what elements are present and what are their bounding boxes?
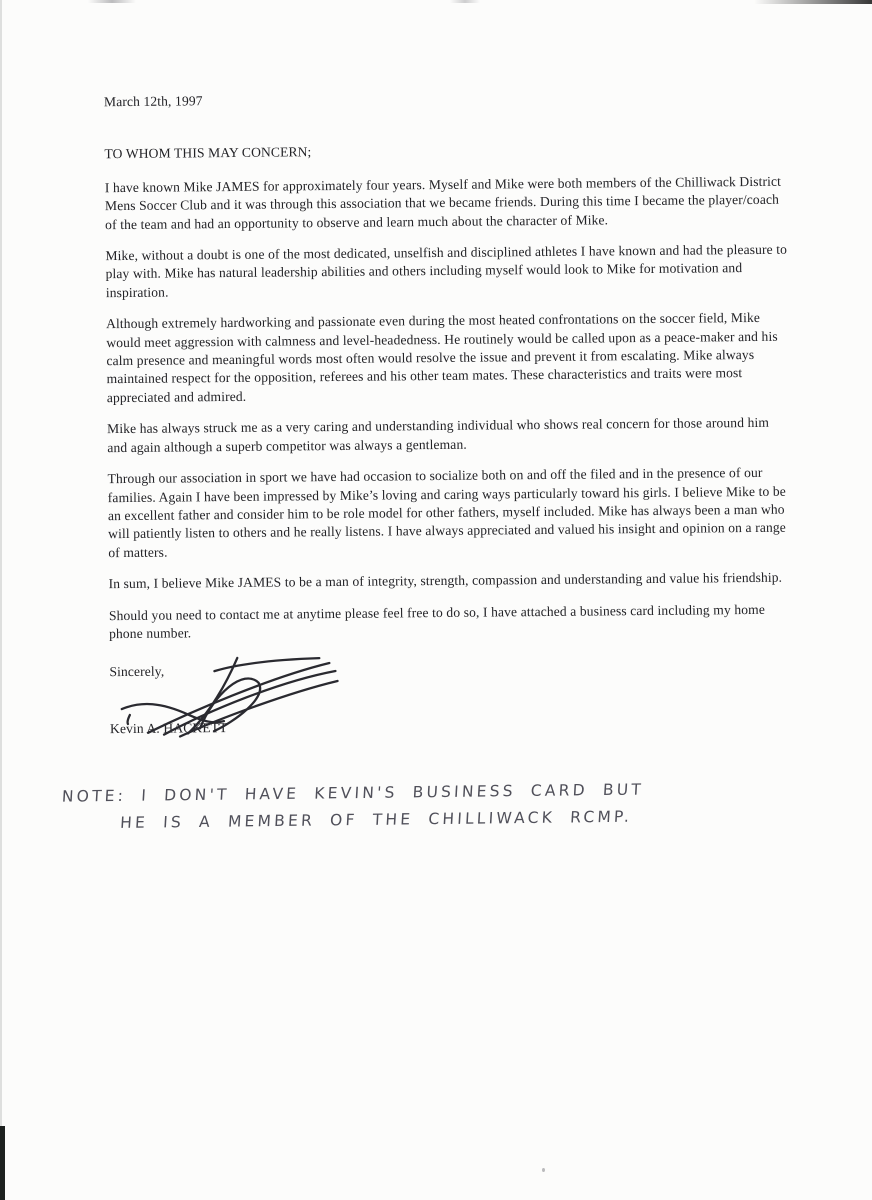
letter-paragraph: I have known Mike JAMES for approximately four years. Myself and Mike were both members of the Chilliwack District Mens Soccer Club and it was through this association that we became friends. During this time I became the player/coach of the team and had an opportunity to observe and learn much about the character of Mike. <box>104 173 782 232</box>
scan-artifact-top-right-edge <box>754 0 872 4</box>
letter-salutation: TO WHOM THIS MAY CONCERN; <box>104 144 312 162</box>
handwritten-note-line2: HE IS A MEMBER OF THE CHILLIWACK RCMP. <box>119 807 633 832</box>
letter-closing-block <box>109 657 795 738</box>
scan-artifact-top-smudge <box>88 0 136 3</box>
scan-artifact-speck <box>542 1168 545 1172</box>
handwritten-note-line1: NOTE: I DON'T HAVE KEVIN'S BUSINESS CARD BUT <box>61 780 645 806</box>
scan-artifact-bottom-left-bar <box>0 1126 5 1200</box>
scan-artifact-top-smudge <box>450 0 480 3</box>
letter-paragraph: Mike, without a doubt is one of the most dedicated, unselfish and disciplined athletes I have known and had the pleasure to play with. Mike has natural leadership abilities and others including myself would look to Mike for motivation and inspiration. <box>105 241 788 301</box>
letter-paragraph: Although extremely hardworking and passionate even during the most heated confrontations on the soccer field, Mike would meet aggression with calmness and level-headedness. He routinely would be called upon as a peace-maker and his calm presence and meaningful words most often would resolve the issue and prevent it from escalating. Mike always maintained respect for the opposition, referees and his other team mates. These characteristics and traits were most appreciated and admired. <box>106 310 778 406</box>
letter-paragraph: Mike has always struck me as a very caring and understanding individual who shows real concern for those around him and again although a superb competitor was always a gentleman. <box>107 415 770 455</box>
letter-date: March 12th, 1997 <box>103 93 203 110</box>
letter-paragraph: Through our association in sport we have had occasion to socialize both on and off the filed and in the presence of our families. Again I have been impressed by Mike’s loving and caring ways particularly toward his girls. I believe Mike to be an excellent father and consider him to be role model for other fathers, myself included. Mike has always been a man who will patiently listen to others and he really listens. I have always appreciated and valued his insight and opinion on a range of matters. <box>107 464 786 560</box>
handwritten-note <box>62 778 822 832</box>
signer-name: Kevin A. HACKETT <box>109 719 228 736</box>
letter-paragraph: In sum, I believe Mike JAMES to be a man of integrity, strength, compassion and understanding and value his friendship. <box>108 569 783 592</box>
scan-artifact-left-edge-line <box>0 0 2 1200</box>
letter-closing: Sincerely, <box>109 663 165 680</box>
letter-paragraph: Should you need to contact me at anytime please feel free to do so, I have attached a business card including my home phone number. <box>108 601 765 642</box>
